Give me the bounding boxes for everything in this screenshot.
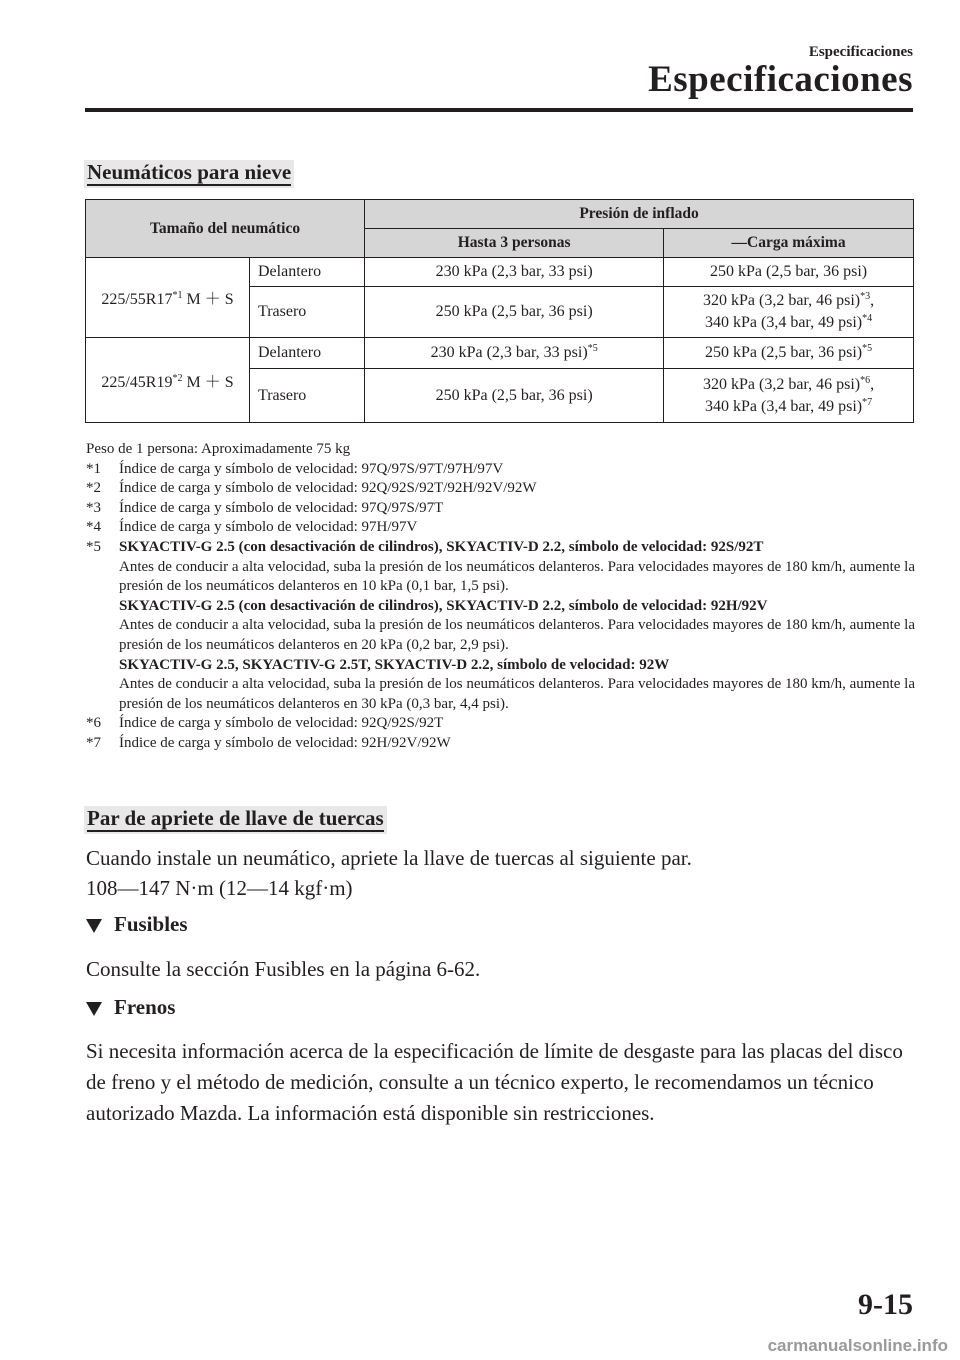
footnote bbox=[86, 538, 916, 714]
footnote bbox=[86, 499, 916, 519]
torque-section-title-box bbox=[84, 806, 387, 834]
pressure-cell: 320 kPa (3,2 bar, 46 psi)$^{*3}$, 340 kPa (3,4 bar, 49 psi)$^{*4}$ bbox=[664, 287, 914, 338]
footnote-mark: *4 bbox=[86, 519, 101, 536]
triangle-bullet-icon bbox=[86, 919, 102, 933]
footnote-mark: *6 bbox=[86, 715, 101, 732]
triangle-bullet-icon bbox=[86, 1002, 102, 1016]
footnotes-block bbox=[86, 440, 916, 754]
footnote-subheading: SKYACTIV-G 2.5, SKYACTIV-G 2.5T, SKYACTIV-D 2.2, símbolo de velocidad: 92W bbox=[119, 656, 670, 673]
fuses-text: Consulte la sección Fusibles en la página 6-62. bbox=[86, 957, 481, 981]
col-header-upto3: Hasta 3 personas bbox=[365, 229, 664, 258]
torque-section-title: Par de apriete de llave de tuercas bbox=[87, 806, 384, 830]
brakes-text: Si necesita información acerca de la especificación de límite de desgaste para las placas del disco de freno y el método de medición, consulte a un técnico experto, le recomendamos un técnico autorizado Mazda. La información está disponible sin restricciones. bbox=[86, 1039, 903, 1125]
table-row bbox=[86, 258, 914, 287]
snow-section-title-box bbox=[84, 160, 294, 188]
footnote-mark: *2 bbox=[86, 480, 101, 497]
position-cell: Delantero bbox=[250, 338, 365, 369]
footnote-paragraph: Antes de conducir a alta velocidad, suba la presión de los neumáticos delanteros. Para velocidades mayores de 180 km/h, aumente la presión de los neumáticos delanteros en 10 kPa (0,1 bar, 1,5 psi). bbox=[119, 558, 915, 595]
col-header-pressure: Presión de inflado bbox=[365, 200, 914, 229]
pressure-cell: 320 kPa (3,2 bar, 46 psi)$^{*6}$, 340 kPa (3,4 bar, 49 psi)$^{*7}$ bbox=[664, 369, 914, 423]
running-header-small: Especificaciones bbox=[808, 44, 913, 60]
footnote bbox=[86, 479, 916, 499]
col-header-maxload: ―Carga máxima bbox=[664, 229, 914, 258]
torque-value: 108―147 N·m (12―14 kgf·m) bbox=[86, 876, 353, 900]
footnote-subheading: SKYACTIV-G 2.5 (con desactivación de cilindros), SKYACTIV-D 2.2, símbolo de velocidad: 92S/92T bbox=[119, 538, 764, 555]
table-row bbox=[86, 338, 914, 369]
position-cell: Delantero bbox=[250, 258, 365, 287]
snow-tire-pressure-table bbox=[85, 199, 914, 423]
page-number: 9-15 bbox=[858, 1288, 913, 1321]
pressure-cell: 250 kPa (2,5 bar, 36 psi) bbox=[365, 287, 664, 338]
footnote bbox=[86, 460, 916, 480]
snow-section-title: Neumáticos para nieve bbox=[87, 160, 292, 184]
footnote-text: Índice de carga y símbolo de velocidad: 92Q/92S/92T bbox=[119, 715, 444, 732]
pressure-cell: 230 kPa (2,3 bar, 33 psi)$^{*5}$ bbox=[365, 338, 664, 369]
running-header-title: Especificaciones bbox=[648, 59, 913, 100]
footnote-subheading: SKYACTIV-G 2.5 (con desactivación de cilindros), SKYACTIV-D 2.2, símbolo de velocidad: 92H/92V bbox=[119, 597, 768, 614]
watermark: carmanualsonline.info bbox=[767, 1336, 948, 1355]
footnote-paragraph: Antes de conducir a alta velocidad, suba la presión de los neumáticos delanteros. Para velocidades mayores de 180 km/h, aumente la presión de los neumáticos delanteros en 30 kPa (0,3 bar, 4,4 psi). bbox=[119, 676, 915, 712]
footnote-mark: *7 bbox=[86, 734, 101, 751]
header-rule bbox=[85, 108, 913, 112]
col-header-tire-size: Tamaño del neumático bbox=[86, 200, 365, 258]
pressure-cell: 250 kPa (2,5 bar, 36 psi)$^{*5}$ bbox=[664, 338, 914, 369]
footnote-paragraph: Antes de conducir a alta velocidad, suba la presión de los neumáticos delanteros. Para velocidades mayores de 180 km/h, aumente la presión de los neumáticos delanteros en 20 kPa (0,2 bar, 2,9 psi). bbox=[119, 617, 915, 653]
position-cell: Trasero bbox=[250, 287, 365, 338]
pressure-cell: 230 kPa (2,3 bar, 33 psi) bbox=[365, 258, 664, 287]
position-cell: Trasero bbox=[250, 369, 365, 423]
footnote-text: Índice de carga y símbolo de velocidad: 92Q/92S/92T/92H/92V/92W bbox=[119, 480, 537, 497]
footnote bbox=[86, 714, 916, 734]
footnote-text: Índice de carga y símbolo de velocidad: 97Q/97S/97T bbox=[119, 499, 444, 516]
torque-line: Cuando instale un neumático, apriete la llave de tuercas al siguiente par. bbox=[86, 846, 692, 870]
footnote bbox=[86, 518, 916, 538]
footnote-mark: *1 bbox=[86, 460, 101, 477]
weight-note: Peso de 1 persona: Aproximadamente 75 kg bbox=[86, 441, 351, 457]
footnote-mark: *5 bbox=[86, 538, 101, 555]
tire-size-cell: 225/45R19$^{*2}$ M ＋ S bbox=[86, 338, 250, 423]
pressure-cell: 250 kPa (2,5 bar, 36 psi) bbox=[365, 369, 664, 423]
fuses-heading: Fusibles bbox=[86, 912, 188, 937]
footnote-text: Índice de carga y símbolo de velocidad: 97H/97V bbox=[119, 519, 418, 536]
tire-size-cell: 225/55R17$^{*1}$ M ＋ S bbox=[86, 258, 250, 338]
footnote-text: Índice de carga y símbolo de velocidad: 92H/92V/92W bbox=[119, 734, 451, 751]
footnote-text: Índice de carga y símbolo de velocidad: 97Q/97S/97T/97H/97V bbox=[119, 460, 504, 477]
footnote-text bbox=[119, 538, 916, 714]
pressure-cell: 250 kPa (2,5 bar, 36 psi) bbox=[664, 258, 914, 287]
footnote-mark: *3 bbox=[86, 499, 101, 516]
footnote bbox=[86, 734, 916, 754]
torque-text bbox=[86, 843, 916, 903]
brakes-heading: Frenos bbox=[86, 995, 175, 1020]
